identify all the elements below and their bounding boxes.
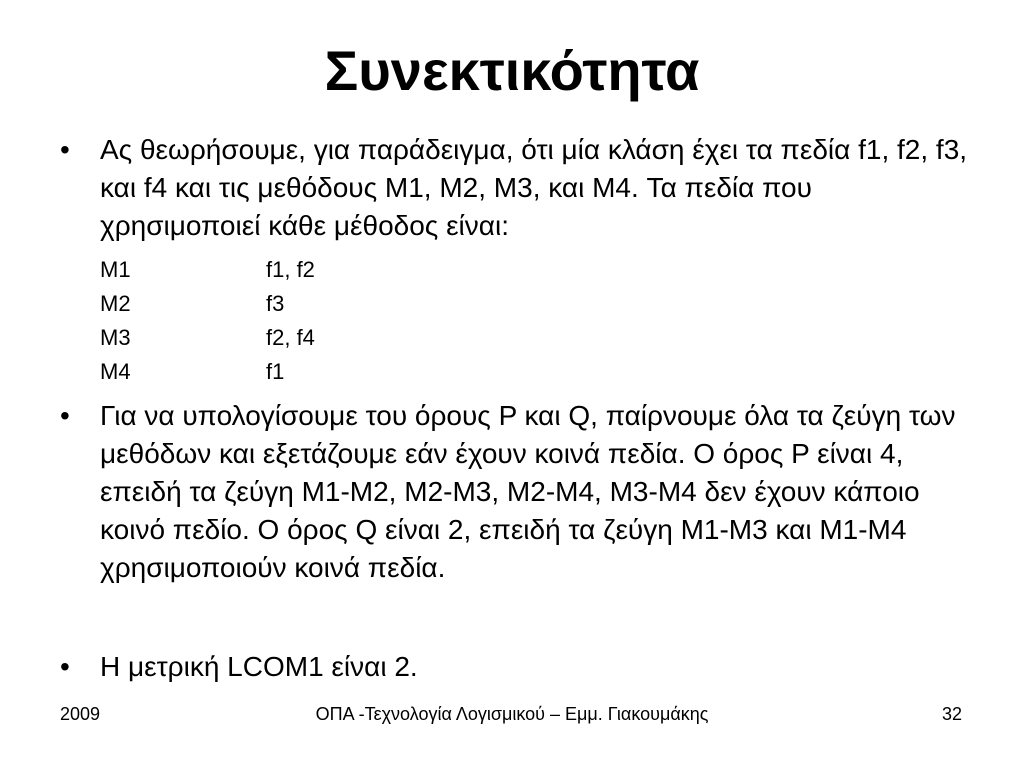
method-fields: f2, f4 — [266, 325, 315, 350]
method-name: M3 — [100, 325, 131, 350]
bullet-item — [60, 397, 970, 587]
bullet-marker: • — [60, 651, 70, 682]
footer-page-number: 32 — [941, 704, 962, 724]
footer-course: ΟΠΑ -Τεχνολογία Λογισμικού – Εμμ. Γιακουμάκης — [315, 704, 709, 724]
method-name: M1 — [100, 257, 131, 282]
method-name: M2 — [100, 291, 131, 316]
method-name: M4 — [100, 359, 131, 384]
bullet-marker: • — [60, 134, 70, 165]
bullet-text: Η μετρική LCOM1 είναι 2. — [100, 651, 418, 682]
bullet-item — [60, 648, 970, 686]
method-fields: f3 — [266, 291, 285, 316]
method-row — [100, 287, 500, 321]
footer-year: 2009 — [60, 704, 101, 724]
method-row — [100, 253, 500, 287]
bullet-item — [60, 131, 970, 245]
method-row — [100, 355, 500, 389]
method-row — [100, 321, 500, 355]
method-fields: f1 — [266, 359, 285, 384]
bullet-marker: • — [60, 400, 70, 431]
slide-title: Συνεκτικότητα — [324, 39, 700, 102]
bullet-text: Ας θεωρήσουμε, για παράδειγμα, ότι μία κλάση έχει τα πεδία f1, f2, f3, και f4 και τις μεθόδους M1, M2, M3, και M4. Τα πεδία που χρησιμοποιεί κάθε μέθοδος είναι: — [100, 134, 968, 241]
bullet-text: Για να υπολογίσουμε του όρους P και Q, παίρνουμε όλα τα ζεύγη των μεθόδων και εξετάζουμε εάν έχουν κοινά πεδία. Ο όρος P είναι 4, επειδή τα ζεύγη M1-M2, M2-M3, M2-M4, M3-M4 δεν έχουν κάποιο κοινό πεδίο. Ο όρος Q είναι 2, επειδή τα ζεύγη M1-M3 και M1-M4 χρησιμοποιούν κοινά πεδία. — [100, 400, 956, 583]
method-fields-table — [100, 253, 500, 389]
method-fields: f1, f2 — [266, 257, 315, 282]
